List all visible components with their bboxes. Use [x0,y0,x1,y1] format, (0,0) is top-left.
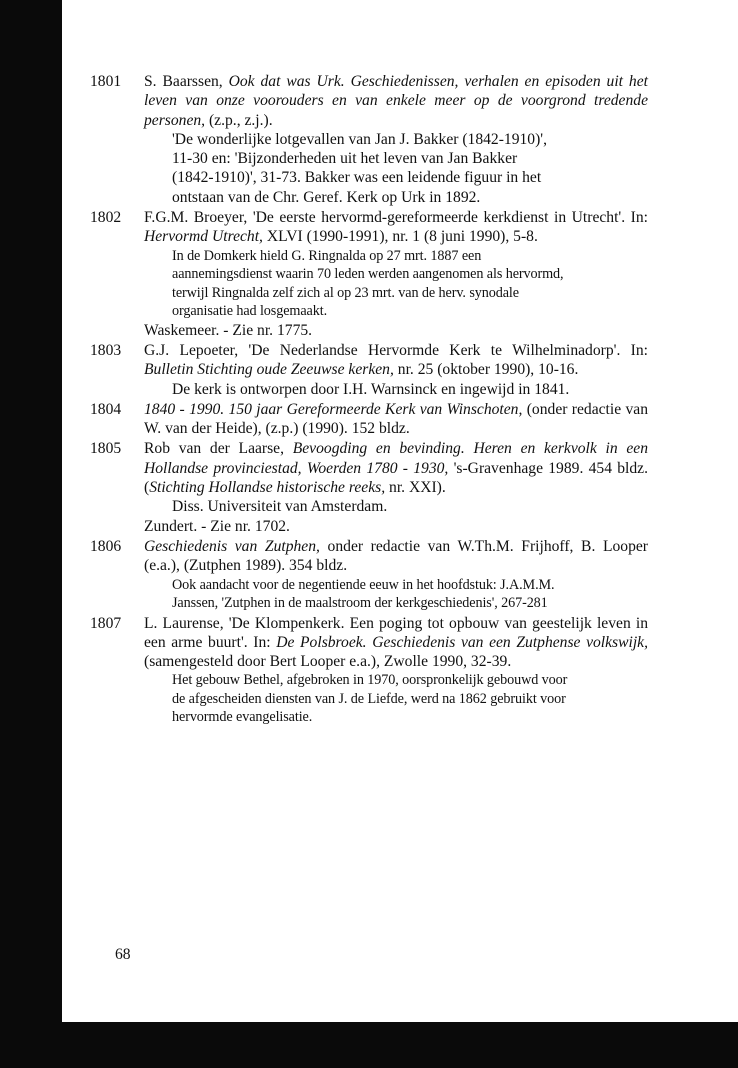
bibliography-page [78,72,648,727]
entry-author: Rob van der Laarse, [144,440,285,458]
entry-citation [144,341,648,380]
entry-1807 [78,614,648,727]
entry-citation [144,208,648,247]
entry-details: nr. 25 (oktober 1990), 10-16. [397,361,579,379]
entry-number: 1805 [90,440,122,458]
entry-1806 [78,537,648,613]
scan-left-border [0,0,62,1068]
entry-annotation: Diss. Universiteit van Amsterdam. [172,498,388,516]
entry-details: XLVI (1990-1991), nr. 1 (8 juni 1990), 5-8. [266,228,538,246]
entry-number: 1804 [90,400,122,418]
entry-details: onder redactie van W.Th.M. Frijhoff, B. Looper (e.a.), (Zutphen 1989). 354 bldz. [144,537,648,575]
entry-citation [144,72,648,130]
entry-citation [144,400,648,439]
entry-author: G.J. Lepoeter, 'De Nederlandse Hervormde Kerk te Wilhelminadorp'. In: [144,341,648,359]
entry-1803 [78,341,648,399]
entry-details: (onder redactie van W. van der Heide), (z.p.) (1990). 152 bldz. [144,400,648,438]
cross-reference: Waskemeer. - Zie nr. 1775. [144,321,313,339]
entry-details: (z.p., z.j.). [208,111,273,129]
entry-number: 1802 [90,209,122,227]
entry-annotation: Ook aandacht voor de negentiende eeuw in het hoofdstuk: J.A.M.M. Janssen, 'Zutphen in de maalstroom der kerkgeschiedenis', 267-281 [172,576,555,612]
entry-title: Bevoogding en bevinding. Heren en kerkvolk in een Hollandse provinciestad, Woerden 1780 - 1930, [144,440,648,477]
entry-citation [144,614,648,672]
entry-number: 1803 [90,341,122,359]
entry-annotation: Het gebouw Bethel, afgebroken in 1970, oorspronkelijk gebouwd voor de afgescheiden diensten van J. de Liefde, werd na 1862 gebruikt voor hervormde evangelisatie. [172,672,568,726]
entry-title: Geschiedenis van Zutphen, [144,537,320,555]
entry-annotation: In de Domkerk hield G. Ringnalda op 27 mrt. 1887 een aannemingsdienst waarin 70 leden werden aangenomen als hervormd, terwijl Ringnalda zelf zich al op 23 mrt. van de herv. synodale organisatie had losgemaakt. [172,247,564,320]
series-details: nr. XXI). [389,479,446,497]
entry-number: 1806 [90,537,122,555]
entry-number: 1801 [90,73,122,90]
scan-bottom-border [0,1022,738,1068]
entry-details: (samengesteld door Bert Looper e.a.), Zwolle 1990, 32-39. [144,653,512,671]
entry-citation [144,537,648,576]
entry-citation [144,439,648,497]
entry-details: 's-Gravenhage 1989. 454 bldz. ( [144,459,648,497]
entry-title: Bulletin Stichting oude Zeeuwse kerken, [144,361,394,379]
entry-1805 [78,439,648,535]
entry-title: De Polsbroek. Geschiedenis van een Zutphense volkswijk, [276,633,648,651]
entry-author: S. Baarssen, [144,73,223,90]
entry-1801 [78,72,648,207]
series-title: Stichting Hollandse historische reeks, [149,479,386,497]
page-number: 68 [115,946,131,963]
entry-author: L. Laurense, 'De Klompenkerk. Een poging tot opbouw van geestelijk leven in een arme buurt'. In: [144,614,648,651]
entry-title: Ook dat was Urk. Geschiedenissen, verhalen en episoden uit het leven van onze voorouders en van enkele meer op de voorgrond tredende personen, [144,73,648,129]
entry-number: 1807 [90,614,122,632]
entry-annotation: De kerk is ontworpen door I.H. Warnsinck en ingewijd in 1841. [172,380,570,398]
cross-reference: Zundert. - Zie nr. 1702. [144,517,290,535]
entry-1804 [78,400,648,439]
entry-1802 [78,208,648,340]
entry-title: 1840 - 1990. 150 jaar Gereformeerde Kerk van Winschoten, [144,400,523,418]
entry-author: F.G.M. Broeyer, 'De eerste hervormd-gereformeerde kerkdienst in Utrecht'. In: [144,209,648,227]
entry-annotation: 'De wonderlijke lotgevallen van Jan J. Bakker (1842-1910)', 11-30 en: 'Bijzonderheden uit het leven van Jan Bakker (1842-1910)', 31-73. Bakker was een leidende figuur in het ontstaan van de Chr. Geref. Kerk op Urk in 1892. [172,130,548,206]
entry-title: Hervormd Utrecht, [144,228,263,246]
